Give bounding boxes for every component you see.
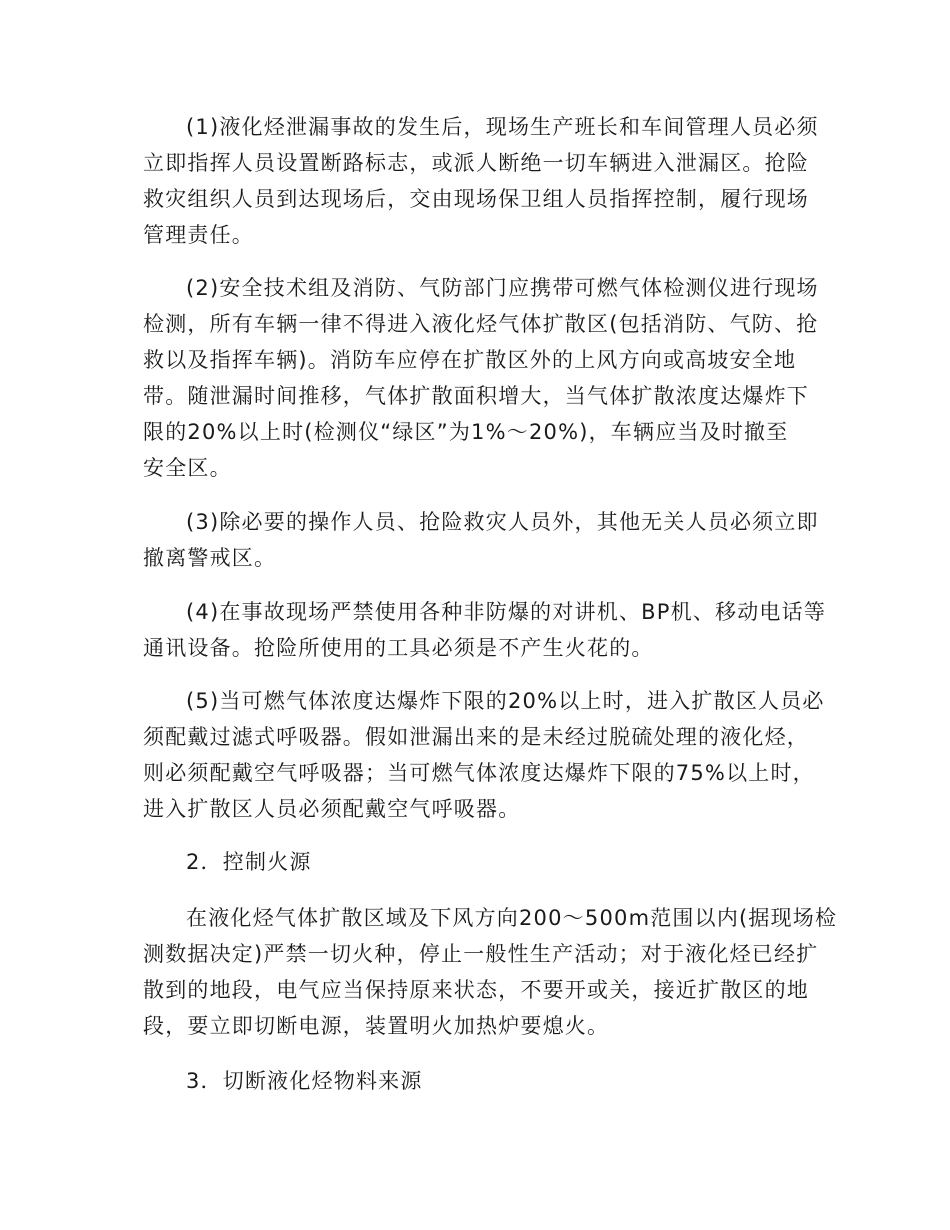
paragraph-2-line-6: 安全区。 [143,456,232,480]
paragraph-3-line-1: (3)除必要的操作人员、抢险救灾人员外，其他无关人员必须立即 [186,510,819,534]
paragraph-1-line-2: 立即指挥人员设置断路标志，或派人断绝一切车辆进入泄漏区。抢险 [143,151,809,175]
paragraph-1-line-3: 救灾组织人员到达现场后，交由现场保卫组人员指挥控制，履行现场 [143,187,809,211]
paragraph-6-line-1: 在液化烃气体扩散区域及下风方向200～500m范围以内(据现场检 [186,906,838,930]
paragraph-2-line-3: 救以及指挥车辆)。消防车应停在扩散区外的上风方向或高坡安全地 [143,348,797,372]
paragraph-2-line-2: 检测，所有车辆一律不得进入液化烃气体扩散区(包括消防、气防、抢 [143,312,819,336]
paragraph-6-line-4: 段，要立即切断电源，装置明火加热炉要熄火。 [143,1014,610,1038]
paragraph-4-line-1: (4)在事故现场严禁使用各种非防爆的对讲机、BP机、移动电话等 [186,600,827,624]
paragraph-5-line-4: 进入扩散区人员必须配戴空气呼吸器。 [143,797,521,821]
paragraph-5-line-2: 须配戴过滤式呼吸器。假如泄漏出来的是未经过脱硫处理的液化烃， [143,725,809,749]
paragraph-1-line-4: 管理责任。 [143,223,254,247]
paragraph-2-line-4: 带。随泄漏时间推移，气体扩散面积增大，当气体扩散浓度达爆炸下 [143,384,809,408]
paragraph-2-line-1: (2)安全技术组及消防、气防部门应携带可燃气体检测仪进行现场 [186,276,819,300]
paragraph-4-line-2: 通讯设备。抢险所使用的工具必须是不产生火花的。 [143,636,654,660]
section-heading-cut-off-material-source: 3．切断液化烃物料来源 [186,1069,423,1093]
paragraph-3-line-2: 撤离警戒区。 [143,546,277,570]
paragraph-1-line-1: (1)液化烃泄漏事故的发生后，现场生产班长和车间管理人员必须 [186,115,819,139]
paragraph-5-line-1: (5)当可燃气体浓度达爆炸下限的20%以上时，进入扩散区人员必 [186,689,825,713]
paragraph-5-line-3: 则必须配戴空气呼吸器；当可燃气体浓度达爆炸下限的75%以上时， [143,761,815,785]
section-heading-control-fire-source: 2．控制火源 [186,850,312,874]
paragraph-2-line-5: 限的20%以上时(检测仪“绿区”为1%～20%)，车辆应当及时撤至 [143,420,789,444]
paragraph-6-line-3: 散到的地段，电气应当保持原来状态，不要开或关，接近扩散区的地 [143,978,809,1002]
paragraph-6-line-2: 测数据决定)严禁一切火种，停止一般性生产活动；对于液化烃已经扩 [143,942,819,966]
